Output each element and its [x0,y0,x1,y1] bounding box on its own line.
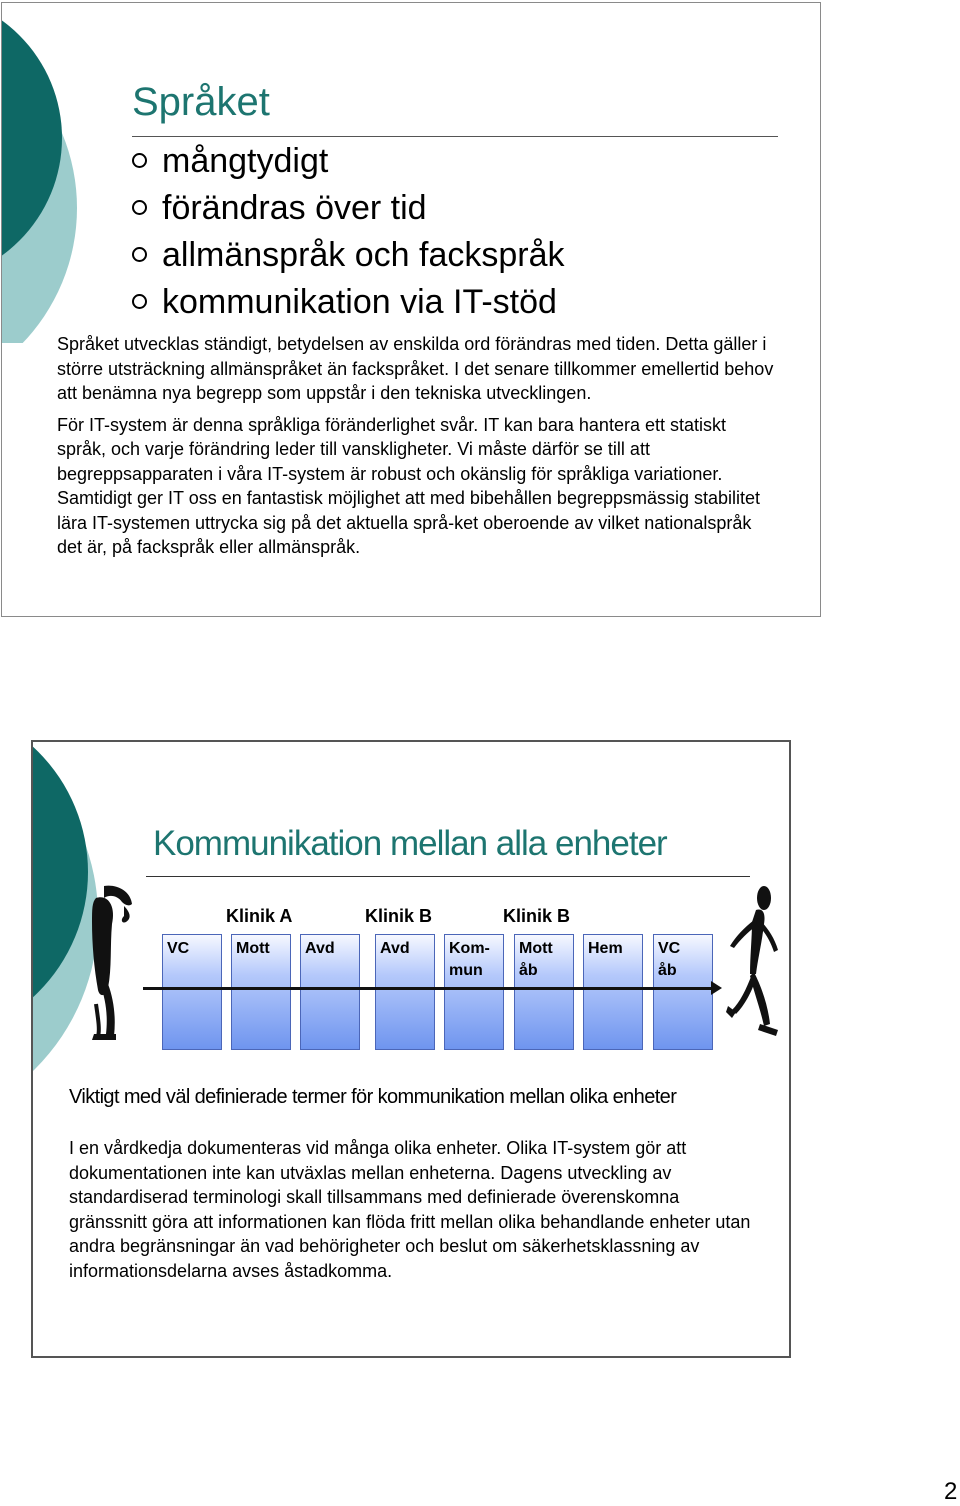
bullet-item: mångtydigt [132,138,565,185]
bullet-item: kommunikation via IT-stöd [132,279,565,326]
bullet-item: allmänspråk och fackspråk [132,232,565,279]
care-unit-column: Kom- mun [444,934,504,1050]
klinik-label: Klinik B [503,906,571,926]
bullet-item: förändras över tid [132,185,565,232]
circle-bullet-icon [132,294,147,309]
slide-decoration [2,3,102,343]
circle-bullet-icon [132,247,147,262]
notes-paragraph: Språket utvecklas ständigt, betydelsen av enskilda ord förändras med tiden. Detta gäller i större utsträckning allmänspråket än fackspråket. I det senare tillkommer emellertid behov att benämna nya begrepp som uppstår i den tekniska utvecklingen. [57,334,774,403]
care-unit-column: Avd [375,934,435,1050]
klinik-label: Klinik B [365,906,433,926]
bullet-list [132,138,565,326]
circle-bullet-icon [132,153,147,168]
timeline-arrow [143,987,713,990]
notes-paragraph: I en vårdkedja dokumenteras vid många olika enheter. Olika IT-system gör att dokumentationen inte kan utväxlas mellan enheterna. Dagens utveckling av standardiserad terminologi skall tillsammans med definierade överenskomna gränssnitt göra att informationen kan flöda fritt mellan olika behandlande enheter utan andra begränsningar än vad behörigheter och beslut om säkerhetsklassning av informationsdelarna avses åstadkomma. [69,1138,751,1281]
slide-2-title: Kommunikation mellan alla enheter [153,824,667,863]
arrow-head-icon [711,981,722,995]
slide-1-title: Språket [132,80,270,124]
tired-figure-icon [86,884,142,1046]
care-unit-column: VC åb [653,934,713,1050]
circle-bullet-icon [132,200,147,215]
slide-2-notes [69,1136,759,1283]
care-unit-column: Avd [300,934,360,1050]
slide-2-subtitle: Viktigt med väl definierade termer för kommunikation mellan olika enheter [69,1086,677,1108]
care-unit-column: Mott [231,934,291,1050]
care-unit-column: VC [162,934,222,1050]
running-figure-icon [726,884,786,1046]
page-number: 2 [944,1478,958,1505]
title-rule [132,136,778,137]
title-rule [146,876,750,877]
care-unit-column: Hem [583,934,643,1050]
notes-paragraph: För IT-system är denna språkliga föränderlighet svår. IT kan bara hantera ett statiskt språk, och varje förändring leder till vanskligheter. Vi måste därför se till att begreppsapparaten i våra IT-system är robust och okänslig för språkliga variationer. Samtidigt ger IT oss en fantastisk möjlighet att med bibehållen begreppsmässig stabilitet lära IT-systemen uttrycka sig på det aktuella språ-ket oberoende av vilket nationalspråk det är, på fackspråk eller allmänspråk. [57,414,761,557]
klinik-label: Klinik A [226,906,293,926]
slide-1-notes [57,332,775,560]
care-unit-column: Mott åb [514,934,574,1050]
